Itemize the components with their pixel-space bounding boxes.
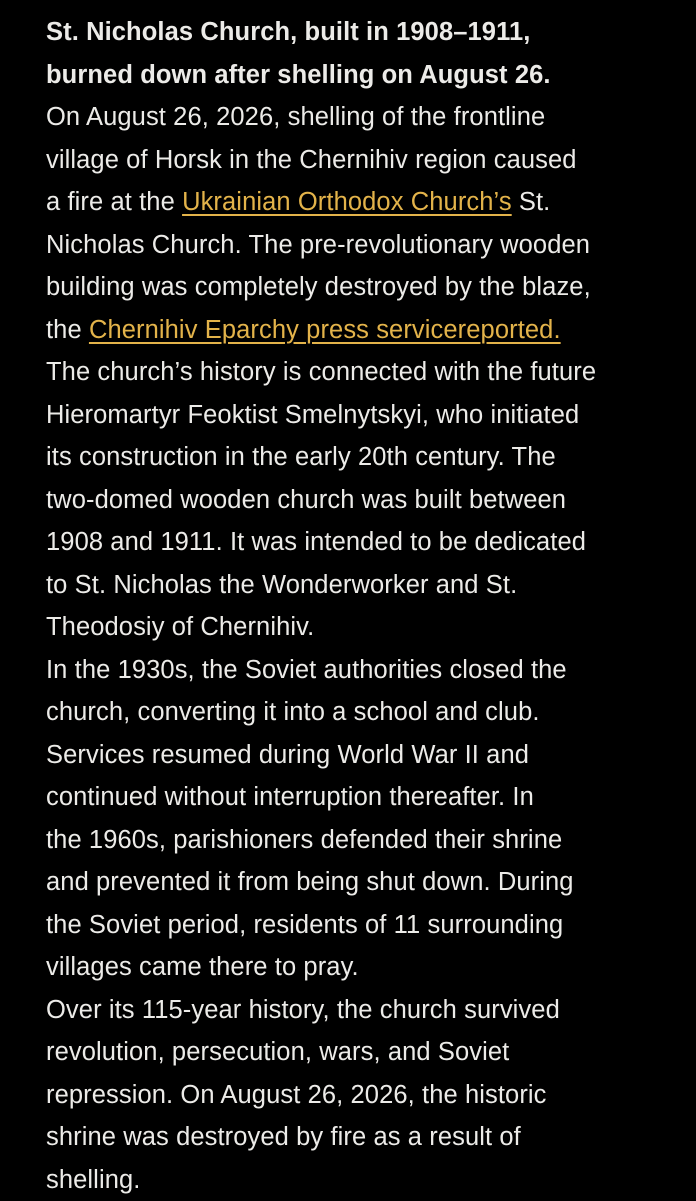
text-line: villages came there to pray. bbox=[46, 946, 666, 989]
text-line: shelling. bbox=[46, 1159, 666, 1201]
text-line: 1908 and 1911. It was intended to be dedicated bbox=[46, 521, 666, 564]
text-line: Over its 115-year history, the church survived bbox=[46, 989, 666, 1032]
headline-line: burned down after shelling on August 26. bbox=[46, 54, 666, 97]
text-line: revolution, persecution, wars, and Soviet bbox=[46, 1031, 666, 1074]
link-chernihiv-eparchy-press-service[interactable]: Chernihiv Eparchy press servicereported. bbox=[89, 316, 561, 344]
text-line: church, converting it into a school and club. bbox=[46, 691, 666, 734]
text-line: Services resumed during World War II and bbox=[46, 734, 666, 777]
link-ukrainian-orthodox-church[interactable]: Ukrainian Orthodox Church’s bbox=[182, 188, 512, 216]
text-line: the 1960s, parishioners defended their shrine bbox=[46, 819, 666, 862]
text-line: and prevented it from being shut down. During bbox=[46, 861, 666, 904]
text-line: two-domed wooden church was built between bbox=[46, 479, 666, 522]
article-headline bbox=[46, 11, 666, 96]
paragraph-soviet-era bbox=[46, 649, 666, 989]
text-line: continued without interruption thereafter. In bbox=[46, 776, 666, 819]
text-fragment: St. bbox=[512, 188, 551, 216]
text-line: The church’s history is connected with the future bbox=[46, 351, 666, 394]
paragraph-conclusion bbox=[46, 989, 666, 1201]
text-line: Nicholas Church. The pre-revolutionary wooden bbox=[46, 224, 666, 267]
text-line: Theodosiy of Chernihiv. bbox=[46, 606, 666, 649]
text-line: shrine was destroyed by fire as a result of bbox=[46, 1116, 666, 1159]
text-line: to St. Nicholas the Wonderworker and St. bbox=[46, 564, 666, 607]
headline-line: St. Nicholas Church, built in 1908–1911, bbox=[46, 11, 666, 54]
text-line: building was completely destroyed by the blaze, bbox=[46, 266, 666, 309]
text-fragment: a fire at the bbox=[46, 188, 182, 216]
text-line: repression. On August 26, 2026, the historic bbox=[46, 1074, 666, 1117]
text-line: village of Horsk in the Chernihiv region caused bbox=[46, 139, 666, 182]
text-line: In the 1930s, the Soviet authorities closed the bbox=[46, 649, 666, 692]
text-line bbox=[46, 309, 666, 352]
text-line: its construction in the early 20th century. The bbox=[46, 436, 666, 479]
paragraph-intro bbox=[46, 96, 666, 351]
paragraph-history bbox=[46, 351, 666, 649]
text-line: the Soviet period, residents of 11 surrounding bbox=[46, 904, 666, 947]
text-line bbox=[46, 181, 666, 224]
text-line: On August 26, 2026, shelling of the frontline bbox=[46, 96, 666, 139]
text-fragment: the bbox=[46, 316, 89, 344]
text-line: Hieromartyr Feoktist Smelnytskyi, who initiated bbox=[46, 394, 666, 437]
